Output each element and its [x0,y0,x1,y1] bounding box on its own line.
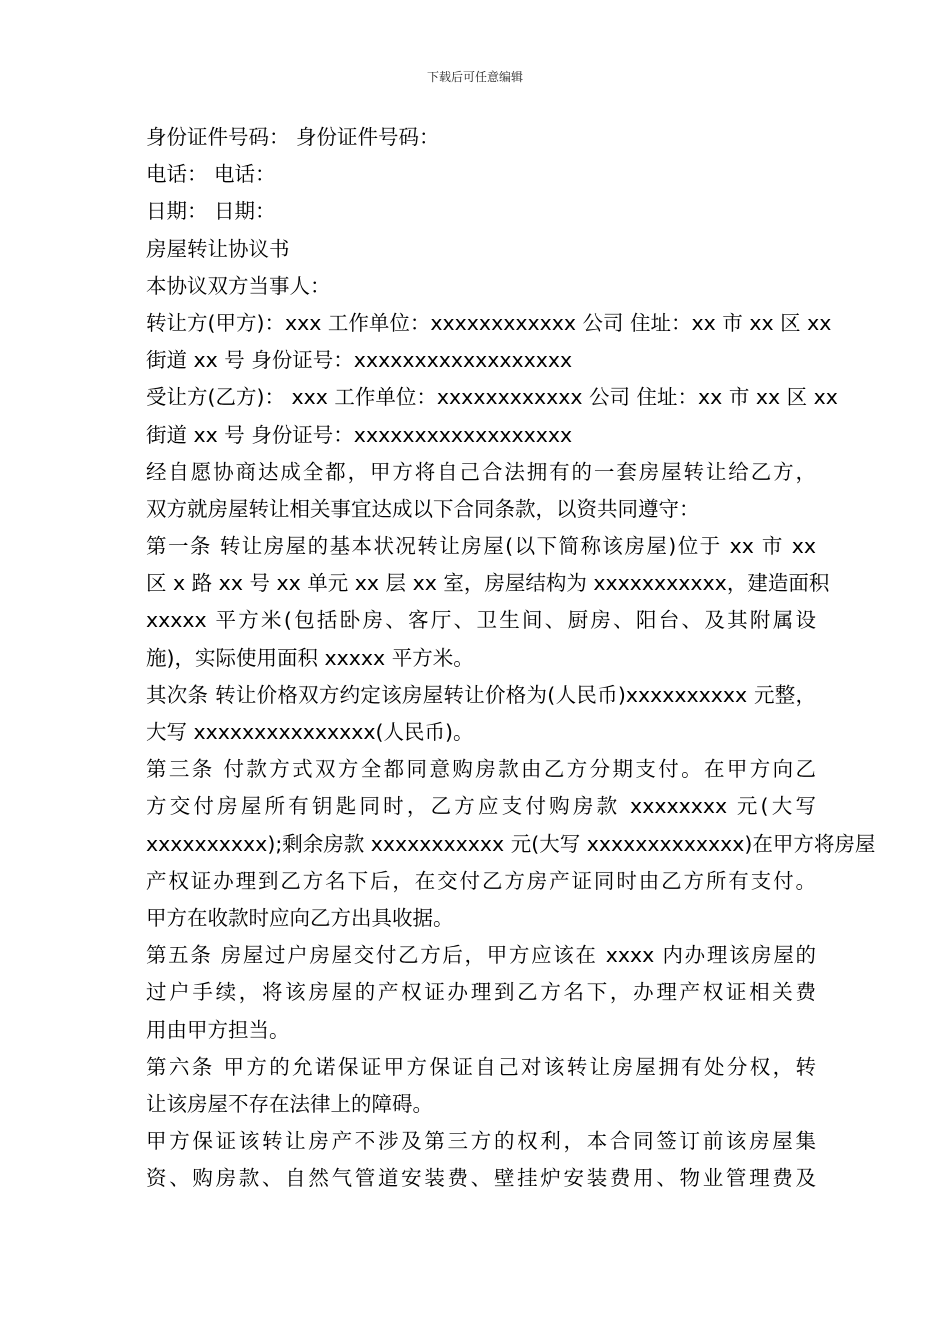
document-line: 转让方(甲方)：xxx 工作单位：xxxxxxxxxxxx 公司 住址：xx 市 xx 区 xx [146,310,832,335]
document-line: 第五条 房屋过户房屋交付乙方后，甲方应该在 xxxx 内办理该房屋的 [146,943,816,968]
document-line: 施)，实际使用面积 xxxxx 平方米。 [146,645,474,670]
document-line: xxxxxxxxxx);剩余房款 xxxxxxxxxxx 元(大写 xxxxxxxxxxxxx)在甲方将房屋 [146,831,876,856]
document-line: 受让方(乙方)： xxx 工作单位：xxxxxxxxxxxx 公司 住址：xx 市 xx 区 xx [146,385,838,410]
document-line: 电话： 电话： [146,162,276,187]
document-line: 本协议双方当事人： [146,273,331,298]
document-line: 用由甲方担当。 [146,1017,290,1042]
document-line: 大写 xxxxxxxxxxxxxxx(人民币)。 [146,720,474,744]
document-line: 经自愿协商达成全都，甲方将自己合法拥有的一套房屋转让给乙方， [146,459,816,484]
document-line: 过户手续，将该房屋的产权证办理到乙方名下，办理产权证相关费 [146,980,816,1005]
document-line: xxxxx 平方米(包括卧房、客厅、卫生间、厨房、阳台、及其附属设 [146,608,816,633]
document-body [146,119,876,1197]
document-line: 让该房屋不存在法律上的障碍。 [146,1091,433,1116]
document-line: 产权证办理到乙方名下后，在交付乙方房产证同时由乙方所有支付。 [146,868,816,893]
document-line: 房屋转让协议书 [146,236,290,261]
document-line: 甲方在收款时应向乙方出具收据。 [146,905,454,930]
document-line: 双方就房屋转让相关事宜达成以下合同条款，以资共同遵守： [146,496,700,521]
document-line: 甲方保证该转让房产不涉及第三方的权利，本合同签订前该房屋集 [146,1129,816,1154]
document-line: 其次条 转让价格双方约定该房屋转让价格为(人民币)xxxxxxxxxx 元整， [146,682,816,707]
header-note: 下载后可任意编辑 [426,70,523,84]
document-line: 第一条 转让房屋的基本状况转让房屋(以下简称该房屋)位于 xx 市 xx [146,534,816,559]
document-line: 日期： 日期： [146,199,276,224]
document-line: 身份证件号码： 身份证件号码： [146,125,440,149]
document-line: 第六条 甲方的允诺保证甲方保证自己对该转让房屋拥有处分权，转 [146,1054,816,1079]
document-line: 方交付房屋所有钥匙同时，乙方应支付购房款 xxxxxxxx 元(大写 [146,794,816,819]
document-line: 资、购房款、自然气管道安装费、壁挂炉安装费用、物业管理费及 [146,1166,816,1191]
document-line: 区 x 路 xx 号 xx 单元 xx 层 xx 室，房屋结构为 xxxxxxxxxxx，建造面积 [146,571,830,596]
document-line: 街道 xx 号 身份证号：xxxxxxxxxxxxxxxxxx [146,348,573,373]
document-line: 街道 xx 号 身份证号：xxxxxxxxxxxxxxxxxx [146,422,573,447]
document-line: 第三条 付款方式双方全都同意购房款由乙方分期支付。在甲方向乙 [146,757,816,782]
